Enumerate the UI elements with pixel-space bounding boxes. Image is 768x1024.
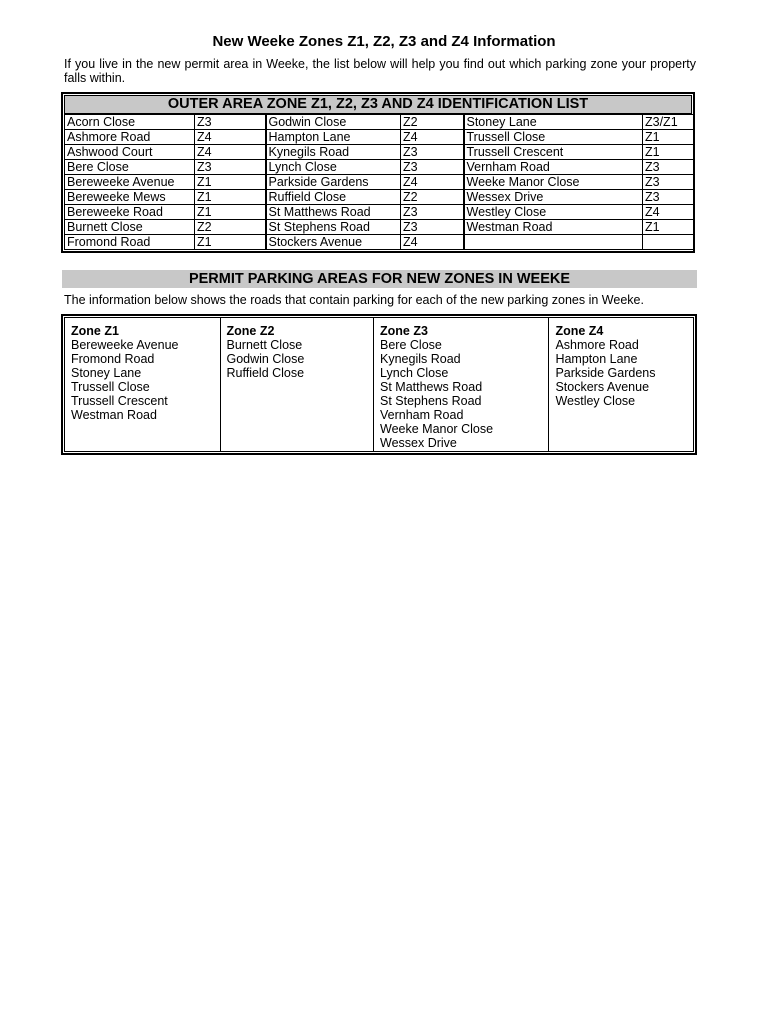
road-name-cell: Stoney Lane bbox=[464, 115, 643, 130]
zone-code-cell: Z1 bbox=[195, 205, 266, 220]
list-item: St Stephens Road bbox=[380, 394, 482, 408]
page-title: New Weeke Zones Z1, Z2, Z3 and Z4 Information bbox=[212, 33, 556, 50]
road-name-cell: Ruffield Close bbox=[266, 190, 401, 205]
list-item: Ashmore Road bbox=[555, 338, 639, 352]
table-row bbox=[65, 160, 695, 175]
zone-code-cell: Z3 bbox=[401, 160, 464, 175]
list-item: St Matthews Road bbox=[380, 380, 483, 394]
table-row bbox=[65, 175, 695, 190]
zone-code-cell: Z3 bbox=[401, 205, 464, 220]
zone-code-cell: Z1 bbox=[643, 220, 695, 235]
zone-code-cell: Z1 bbox=[643, 130, 695, 145]
road-name-cell: Parkside Gardens bbox=[266, 175, 401, 190]
road-name-cell: Fromond Road bbox=[65, 235, 195, 250]
road-name-cell: Bere Close bbox=[65, 160, 195, 175]
road-name-cell: Ashwood Court bbox=[65, 145, 195, 160]
zone-code-cell: Z1 bbox=[195, 175, 266, 190]
zone-code-cell: Z2 bbox=[401, 190, 464, 205]
road-name-cell: Hampton Lane bbox=[266, 130, 401, 145]
zone-code-cell: Z2 bbox=[195, 220, 266, 235]
table-row bbox=[65, 115, 695, 130]
table-row bbox=[65, 130, 695, 145]
list-item: Bere Close bbox=[380, 338, 442, 352]
list-item: Stockers Avenue bbox=[555, 380, 650, 394]
zone-code-cell: Z4 bbox=[401, 130, 464, 145]
table-row bbox=[65, 235, 695, 250]
list-item: Ruffield Close bbox=[226, 366, 305, 380]
road-name-cell bbox=[464, 235, 643, 250]
road-name-cell: Bereweeke Mews bbox=[65, 190, 195, 205]
zone-title: Zone Z2 bbox=[226, 324, 275, 338]
road-name-cell: Wessex Drive bbox=[464, 190, 643, 205]
zone-table-heading: OUTER AREA ZONE Z1, Z2, Z3 AND Z4 IDENTIFICATION LIST bbox=[64, 95, 692, 114]
table-row bbox=[65, 220, 695, 235]
list-item: Burnett Close bbox=[226, 338, 303, 352]
permit-zone-column bbox=[65, 318, 220, 451]
list-item: Bereweeke Avenue bbox=[71, 338, 179, 352]
list-item: Godwin Close bbox=[226, 352, 305, 366]
list-item: Wessex Drive bbox=[380, 436, 457, 450]
zone-code-cell: Z3 bbox=[195, 160, 266, 175]
zone-code-cell: Z3 bbox=[401, 220, 464, 235]
road-name-cell: Bereweeke Road bbox=[65, 205, 195, 220]
zone-title: Zone Z4 bbox=[555, 324, 604, 338]
list-item: Parkside Gardens bbox=[555, 366, 656, 380]
table-row bbox=[65, 145, 695, 160]
zone-code-cell: Z4 bbox=[195, 145, 266, 160]
list-item: Vernham Road bbox=[380, 408, 464, 422]
zone-title: Zone Z1 bbox=[71, 324, 119, 338]
road-name-cell: Westman Road bbox=[464, 220, 643, 235]
road-name-cell: St Matthews Road bbox=[266, 205, 401, 220]
zone-code-cell: Z4 bbox=[195, 130, 266, 145]
permit-zones-box bbox=[61, 314, 697, 455]
zone-code-cell: Z4 bbox=[401, 175, 464, 190]
road-name-cell: Weeke Manor Close bbox=[464, 175, 643, 190]
table-row bbox=[65, 190, 695, 205]
zone-identification-table bbox=[61, 92, 695, 253]
table-row bbox=[65, 205, 695, 220]
permit-intro: The information below shows the roads that contain parking for each of the new parking zones in Weeke. bbox=[64, 293, 644, 307]
permit-heading: PERMIT PARKING AREAS FOR NEW ZONES IN WEEKE bbox=[62, 270, 697, 288]
permit-zones-columns bbox=[64, 317, 694, 452]
zone-code-cell: Z3/Z1 bbox=[643, 115, 695, 130]
list-item: Kynegils Road bbox=[380, 352, 461, 366]
road-name-cell: Vernham Road bbox=[464, 160, 643, 175]
zone-code-cell: Z1 bbox=[195, 235, 266, 250]
intro-paragraph: If you live in the new permit area in Weeke, the list below will help you find out which parking zone your property falls within. bbox=[64, 57, 696, 85]
zone-code-cell: Z3 bbox=[643, 190, 695, 205]
permit-zone-column bbox=[220, 318, 374, 451]
list-item: Lynch Close bbox=[380, 366, 449, 380]
road-name-cell: Godwin Close bbox=[266, 115, 401, 130]
zone-code-cell: Z2 bbox=[401, 115, 464, 130]
list-item: Stoney Lane bbox=[71, 366, 142, 380]
road-name-cell: Trussell Close bbox=[464, 130, 643, 145]
zone-table-grid bbox=[64, 114, 695, 250]
road-name-cell: Lynch Close bbox=[266, 160, 401, 175]
zone-code-cell: Z3 bbox=[643, 160, 695, 175]
road-name-cell: Bereweeke Avenue bbox=[65, 175, 195, 190]
zone-code-cell bbox=[643, 235, 695, 250]
zone-code-cell: Z4 bbox=[401, 235, 464, 250]
road-name-cell: Trussell Crescent bbox=[464, 145, 643, 160]
zone-code-cell: Z1 bbox=[643, 145, 695, 160]
road-name-cell: Westley Close bbox=[464, 205, 643, 220]
road-name-cell: St Stephens Road bbox=[266, 220, 401, 235]
list-item: Hampton Lane bbox=[555, 352, 638, 366]
permit-zone-column bbox=[373, 318, 548, 451]
zone-code-cell: Z3 bbox=[195, 115, 266, 130]
road-name-cell: Ashmore Road bbox=[65, 130, 195, 145]
list-item: Weeke Manor Close bbox=[380, 422, 494, 436]
zone-code-cell: Z3 bbox=[401, 145, 464, 160]
list-item: Fromond Road bbox=[71, 352, 155, 366]
zone-code-cell: Z4 bbox=[643, 205, 695, 220]
zone-code-cell: Z3 bbox=[643, 175, 695, 190]
list-item: Trussell Crescent bbox=[71, 394, 168, 408]
permit-zone-column bbox=[548, 318, 693, 451]
road-name-cell: Kynegils Road bbox=[266, 145, 401, 160]
road-name-cell: Burnett Close bbox=[65, 220, 195, 235]
zone-code-cell: Z1 bbox=[195, 190, 266, 205]
list-item: Trussell Close bbox=[71, 380, 150, 394]
zone-title: Zone Z3 bbox=[380, 324, 428, 338]
list-item: Westley Close bbox=[555, 394, 636, 408]
road-name-cell: Stockers Avenue bbox=[266, 235, 401, 250]
list-item: Westman Road bbox=[71, 408, 157, 422]
road-name-cell: Acorn Close bbox=[65, 115, 195, 130]
